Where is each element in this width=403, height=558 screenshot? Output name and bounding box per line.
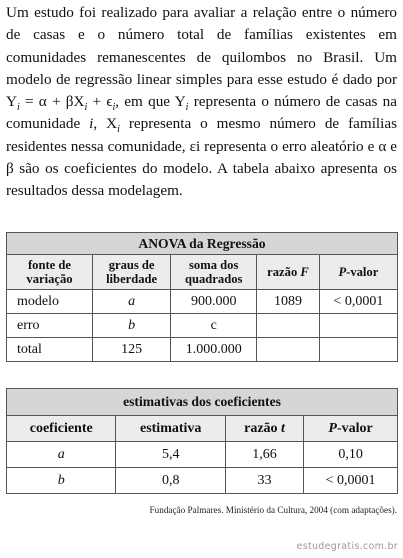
coefficients-cell: 0,10 [304,442,398,468]
coefficients-cell: 1,66 [225,442,303,468]
anova-header-p-valor: P-valor [319,255,397,290]
anova-cell: c [171,314,257,338]
anova-header: fonte de variação [7,255,93,290]
anova-table [6,232,398,362]
anova-cell: 125 [93,338,171,362]
coefficients-header-p-valor: P-valor [304,416,398,442]
anova-cell [257,314,320,338]
coefficients-header: estimativa [116,416,225,442]
anova-cell: erro [7,314,93,338]
coefficients-table [6,388,398,494]
anova-header: graus de liberdade [93,255,171,290]
coefficients-cell: 5,4 [116,442,225,468]
watermark: estudegratis.com.br [296,541,398,552]
coefficients-header-razao-t: razão t [225,416,303,442]
anova-cell [319,338,397,362]
coefficients-cell: a [7,442,116,468]
anova-cell: modelo [7,290,93,314]
source-citation: Fundação Palmares. Ministério da Cultura, 2004 (com adaptações). [149,505,397,515]
anova-cell: 1089 [257,290,320,314]
anova-cell: a [93,290,171,314]
coefficients-cell: 0,8 [116,468,225,494]
coefficients-cell: < 0,0001 [304,468,398,494]
anova-cell [319,314,397,338]
coefficients-cell: 33 [225,468,303,494]
anova-cell [257,338,320,362]
anova-header: soma dos quadrados [171,255,257,290]
anova-cell: 900.000 [171,290,257,314]
anova-header-razao-f: razão F [257,255,320,290]
anova-cell: 1.000.000 [171,338,257,362]
coefficients-header: coeficiente [7,416,116,442]
anova-cell: < 0,0001 [319,290,397,314]
anova-title: ANOVA da Regressão [7,233,398,255]
coefficients-title: estimativas dos coeficientes [7,389,398,416]
coefficients-cell: b [7,468,116,494]
table-row [7,338,398,362]
table-row [7,314,398,338]
problem-paragraph: Um estudo foi realizado para avaliar a relação entre o número de casas e o número total de famílias existentes em comunidades remanescentes de quilombos no Brasil. Um modelo de regressão linear simples para esse estudo é dado por $Y_i = \alpha + \beta X_i + \epsilon_i$, em que $Y_i$ representa o número de casas na comunidade i, $X_i$ representa o mesmo número de famílias residentes nessa comunidade, εi representa o erro aleatório e α e β são os coeficientes do modelo. A tabela abaixo apresenta os resultados dessa modelagem. [6,4,398,200]
table-row [7,468,398,494]
table-row [7,290,398,314]
anova-cell: total [7,338,93,362]
table-row [7,442,398,468]
anova-cell: b [93,314,171,338]
